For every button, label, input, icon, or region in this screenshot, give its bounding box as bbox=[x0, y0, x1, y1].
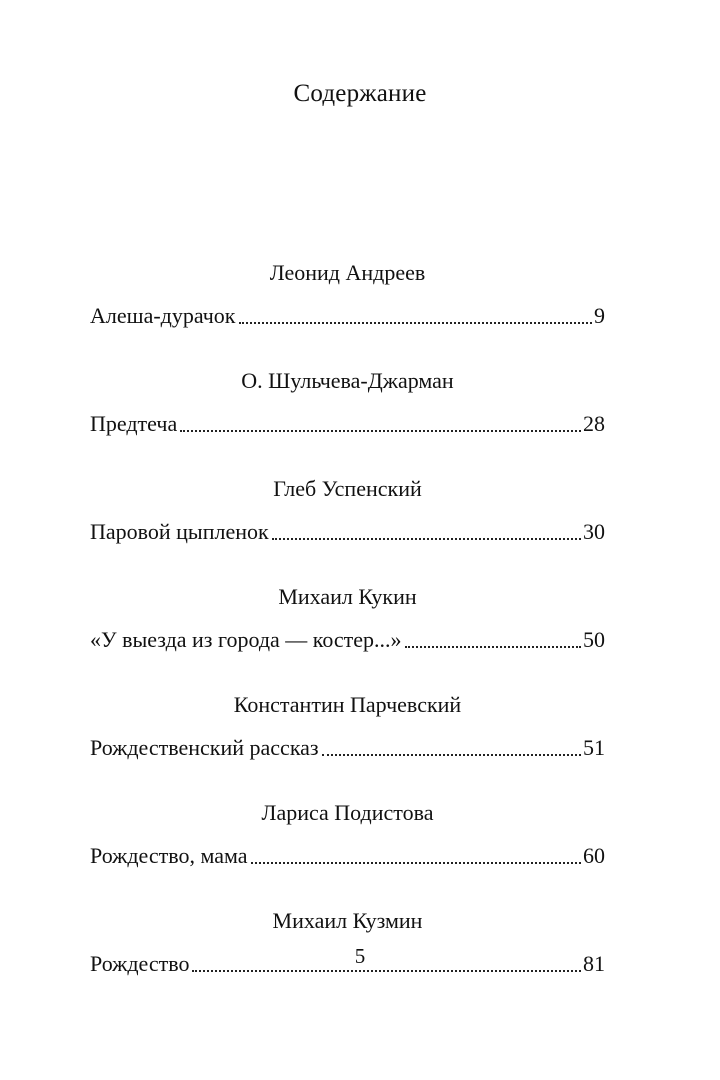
dot-leader bbox=[405, 645, 581, 648]
toc-entry bbox=[90, 258, 605, 331]
toc-author: Михаил Кузмин bbox=[272, 908, 423, 933]
toc-entry bbox=[90, 366, 605, 439]
toc-page-number: 28 bbox=[583, 411, 605, 436]
dot-leader bbox=[180, 429, 581, 432]
toc-title: Предтеча bbox=[90, 411, 178, 436]
toc-entry bbox=[90, 798, 605, 871]
toc-page-number: 30 bbox=[583, 519, 605, 544]
toc-author: Михаил Кукин bbox=[278, 584, 417, 609]
toc-page-number: 51 bbox=[583, 735, 605, 760]
toc-author: О. Шульчева-Джарман bbox=[241, 368, 454, 393]
toc-line[interactable] bbox=[90, 301, 605, 331]
toc-page-number: 50 bbox=[583, 627, 605, 652]
page-number: 5 bbox=[354, 944, 366, 968]
dot-leader bbox=[192, 969, 581, 972]
table-of-contents bbox=[90, 258, 605, 1014]
toc-line[interactable] bbox=[90, 841, 605, 871]
toc-entry bbox=[90, 474, 605, 547]
dot-leader bbox=[272, 537, 581, 540]
toc-entry bbox=[90, 582, 605, 655]
dot-leader bbox=[251, 861, 581, 864]
toc-title: Паровой цыпленок bbox=[90, 519, 269, 544]
toc-line[interactable] bbox=[90, 517, 605, 547]
dot-leader bbox=[322, 753, 581, 756]
dot-leader bbox=[239, 321, 593, 324]
page-title: Содержание bbox=[293, 80, 427, 107]
toc-line[interactable] bbox=[90, 409, 605, 439]
toc-author: Константин Парчевский bbox=[233, 692, 462, 717]
toc-page-number: 81 bbox=[583, 951, 605, 976]
toc-title: «У выезда из города — костер...» bbox=[90, 627, 402, 652]
toc-title: Рождество bbox=[90, 951, 190, 976]
toc-title: Алеша-дурачок bbox=[90, 303, 236, 328]
toc-entry bbox=[90, 690, 605, 763]
toc-title: Рождество, мама bbox=[90, 843, 248, 868]
toc-title: Рождественский рассказ bbox=[90, 735, 319, 760]
toc-page-number: 9 bbox=[594, 303, 605, 328]
toc-author: Лариса Подистова bbox=[261, 800, 434, 825]
toc-line[interactable] bbox=[90, 733, 605, 763]
toc-author: Глеб Успенский bbox=[273, 476, 422, 501]
toc-author: Леонид Андреев bbox=[269, 260, 426, 285]
toc-line[interactable] bbox=[90, 625, 605, 655]
toc-page-number: 60 bbox=[583, 843, 605, 868]
